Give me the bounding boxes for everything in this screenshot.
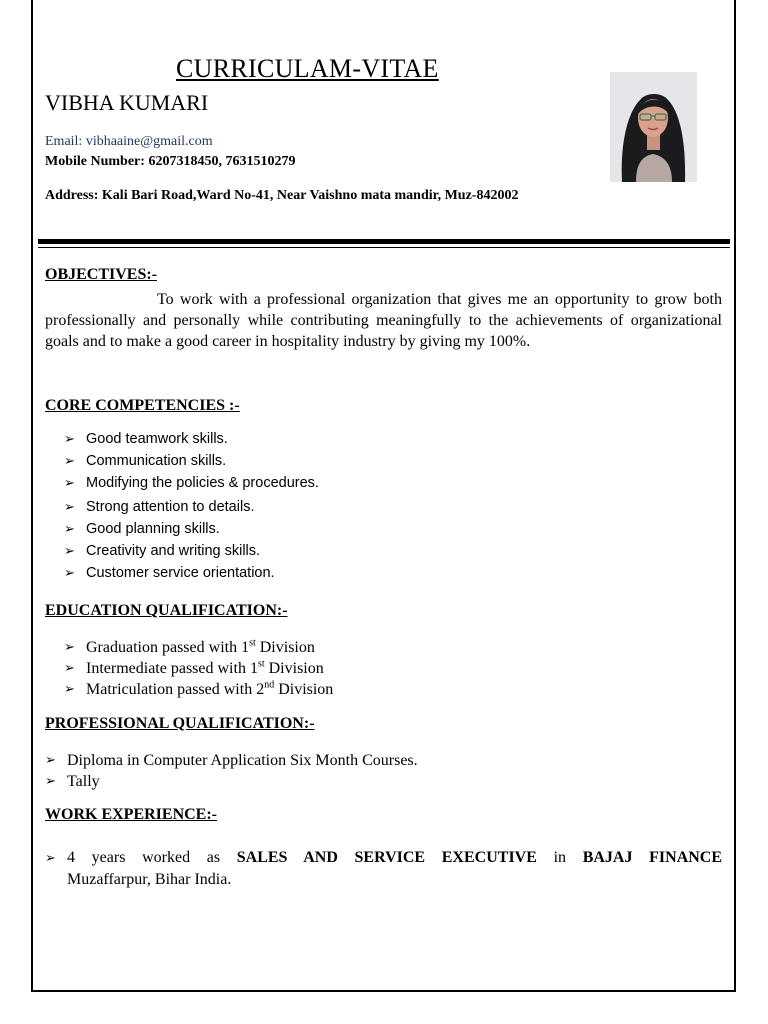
competencies-list	[64, 431, 319, 587]
section-divider-thin	[38, 247, 730, 248]
work-location: Muzaffarpur, Bihar India.	[67, 871, 232, 888]
address-value: Kali Bari Road,Ward No-41, Near Vaishno mata mandir, Muz-842002	[101, 188, 519, 203]
work-role: SALES AND SERVICE EXECUTIVE	[236, 849, 537, 866]
list-item: ➢ Good planning skills.	[64, 521, 220, 537]
list-item: ➢ Good teamwork skills.	[64, 431, 228, 447]
arrow-bullet-icon: ➢	[64, 453, 75, 468]
work-line-1: 4 years worked as SALES AND SERVICE EXECUTIVE in BAJAJ FINANCE	[67, 849, 723, 866]
professional-list	[45, 752, 418, 794]
email-line	[45, 134, 213, 150]
profile-photo	[610, 72, 697, 182]
work-heading: WORK EXPERIENCE:-	[45, 806, 218, 823]
list-item: ➢ Communication skills.	[64, 453, 227, 469]
email-address[interactable]: vibhaaine@gmail.com	[85, 134, 213, 149]
arrow-bullet-icon: ➢	[64, 499, 75, 514]
work-experience-item	[45, 847, 722, 891]
email-label: Email:	[45, 134, 83, 149]
arrow-bullet-icon: ➢	[45, 850, 56, 865]
section-divider-thick	[38, 239, 730, 244]
mobile-numbers: 6207318450, 7631510279	[148, 154, 296, 169]
education-list	[64, 639, 333, 702]
list-item: ➢ Strong attention to details.	[64, 499, 255, 515]
arrow-bullet-icon: ➢	[64, 681, 75, 696]
list-item: ➢ Intermediate passed with 1st Division	[64, 658, 324, 677]
education-heading: EDUCATION QUALIFICATION:-	[45, 602, 288, 619]
arrow-bullet-icon: ➢	[64, 475, 75, 490]
candidate-name: VIBHA KUMARI	[45, 90, 209, 115]
arrow-bullet-icon: ➢	[64, 431, 75, 446]
arrow-bullet-icon: ➢	[45, 752, 56, 767]
list-item: ➢ Creativity and writing skills.	[64, 543, 261, 559]
list-item: ➢ Modifying the policies & procedures.	[64, 475, 319, 491]
list-item: ➢ Customer service orientation.	[64, 565, 275, 581]
arrow-bullet-icon: ➢	[64, 565, 75, 580]
arrow-bullet-icon: ➢	[64, 543, 75, 558]
arrow-bullet-icon: ➢	[64, 521, 75, 536]
work-company: BAJAJ FINANCE	[582, 849, 723, 866]
arrow-bullet-icon: ➢	[64, 660, 75, 675]
arrow-bullet-icon: ➢	[45, 773, 56, 788]
mobile-label: Mobile Number:	[45, 154, 145, 169]
list-item: ➢ Matriculation passed with 2nd Division	[64, 679, 334, 698]
portrait-image	[610, 72, 697, 182]
list-item: ➢ Graduation passed with 1st Division	[64, 637, 315, 656]
mobile-line	[45, 154, 295, 170]
professional-heading: PROFESSIONAL QUALIFICATION:-	[45, 715, 315, 732]
document-title: CURRICULAM-VITAE	[176, 54, 439, 83]
objectives-text: To work with a professional organization that gives me an opportunity to grow both professionally and personally while contributing meaningfully to the achievements of organizational goals and to make a good career in hospitality industry by giving my 100%.	[45, 291, 722, 350]
list-item: ➢ Tally	[45, 773, 100, 790]
objectives-heading: OBJECTIVES:-	[45, 266, 158, 283]
address-label: Address:	[45, 188, 99, 203]
arrow-bullet-icon: ➢	[64, 639, 75, 654]
list-item: ➢ Diploma in Computer Application Six Month Courses.	[45, 752, 418, 769]
address-line	[45, 188, 518, 204]
competencies-heading: CORE COMPETENCIES :-	[45, 397, 240, 414]
